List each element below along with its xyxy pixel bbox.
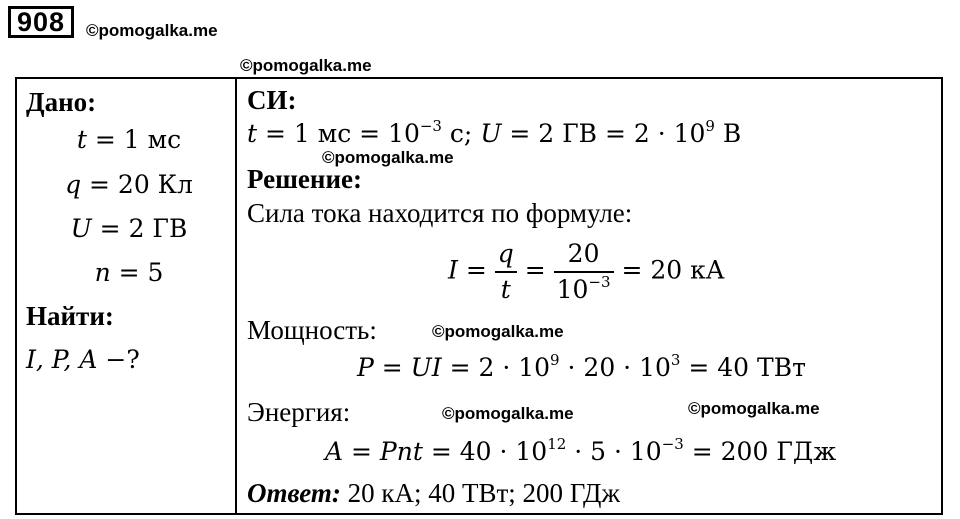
energy-formula: A = Pnt = $40 \cdot 10^{12} \cdot 5 \cdot 10^{-3} = 200$ ГДж [325, 435, 837, 466]
si-title: СИ: [247, 85, 297, 115]
current-intro: Сила тока находится по формуле: [247, 198, 633, 228]
solution-title: Решение: [247, 164, 362, 194]
watermark: ©pomogalka.me [322, 148, 454, 167]
fraction-20-over-10: $\frac{20}{10^{-3}}$ [554, 237, 614, 307]
given-title: Дано: [26, 87, 97, 117]
column-divider [235, 77, 237, 515]
energy-label: Энергия: [247, 397, 351, 427]
given-t: t = 1 мс [76, 125, 182, 154]
watermark: ©pomogalka.me [432, 322, 564, 341]
watermark: ©pomogalka.me [86, 21, 218, 40]
watermark: ©pomogalka.me [442, 404, 574, 423]
watermark: ©pomogalka.me [240, 56, 372, 75]
find-title: Найти: [26, 301, 114, 331]
problem-number: 908 [8, 6, 74, 38]
power-formula: P = UI = $2 \cdot 10^9 \cdot 20 \cdot 10^3 = 40$ ТВт [357, 351, 806, 382]
power-label: Мощность: [247, 315, 377, 345]
given-U: U = 2 ГВ [70, 214, 188, 243]
find-vars: I, P, A −? [26, 345, 140, 374]
watermark: ©pomogalka.me [688, 399, 820, 418]
given-n: n = 5 [94, 258, 164, 287]
si-conversion: t = 1 мс = $10^{-3}$ с; U = 2 ГВ = $2 \cdot 10^9$ В [247, 117, 742, 148]
given-q: q = 20 Кл [65, 170, 193, 199]
fraction-q-over-t: $\frac{q}{t}$ [495, 237, 517, 307]
answer: Ответ: 20 кА; 40 ТВт; 200 ГДж [247, 478, 621, 508]
current-formula: I = $\frac{q}{t}$ = $\frac{20}{10^{-3}}$ = 20 кА [448, 237, 725, 307]
